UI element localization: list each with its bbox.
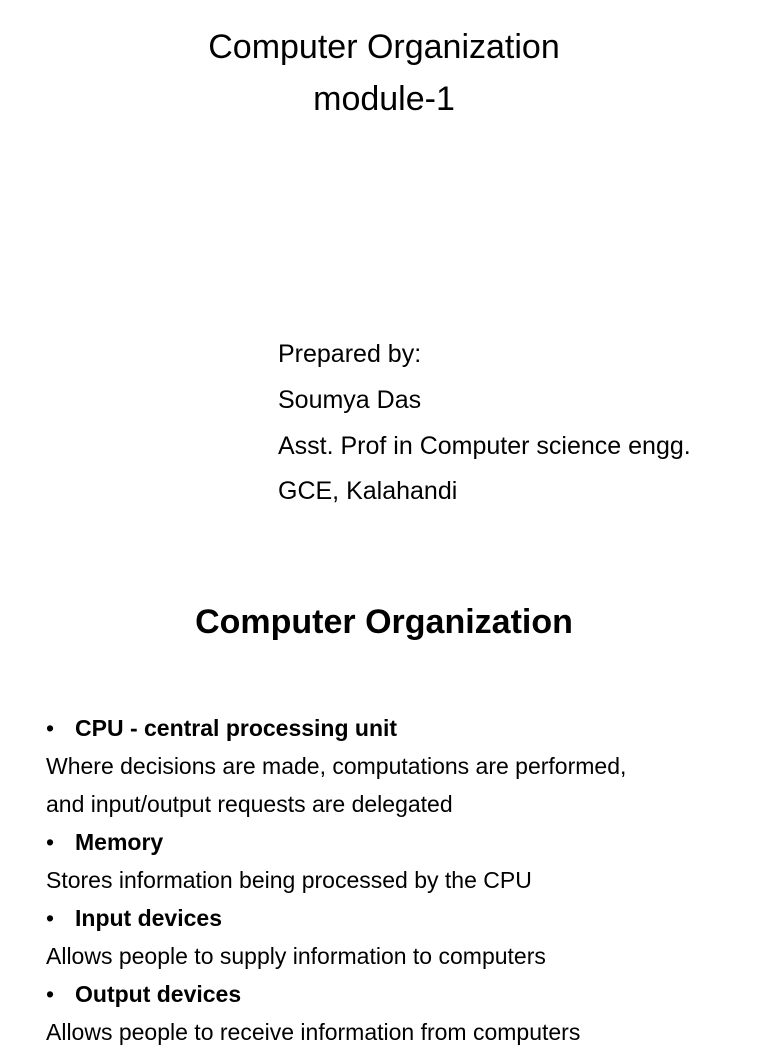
bullet-icon: • xyxy=(46,981,55,1007)
bullet-label: Input devices xyxy=(75,905,222,931)
bullet-label: Output devices xyxy=(75,981,242,1007)
byline-institution: GCE, Kalahandi xyxy=(278,477,458,505)
bullet-item-memory xyxy=(46,828,163,856)
byline-prepared-by: Prepared by: xyxy=(278,340,422,368)
slide-title: Computer Organization xyxy=(195,603,573,641)
bullet-item-cpu xyxy=(46,714,397,742)
content-slide xyxy=(0,560,768,1045)
bullet-label: CPU - central processing unit xyxy=(75,715,398,741)
bullet-description: Allows people to supply information to computers xyxy=(46,943,546,969)
bullet-icon: • xyxy=(46,715,55,741)
bullet-icon: • xyxy=(46,829,55,855)
bullet-description: and input/output requests are delegated xyxy=(46,791,453,817)
bullet-item-input-devices xyxy=(46,904,222,932)
bullet-icon: • xyxy=(46,905,55,931)
bullet-description: Where decisions are made, computations are performed, xyxy=(46,753,627,779)
byline-author-name: Soumya Das xyxy=(278,386,422,414)
bullet-description: Stores information being processed by the CPU xyxy=(46,867,532,893)
byline-author-designation: Asst. Prof in Computer science engg. xyxy=(278,432,691,460)
bullet-label: Memory xyxy=(75,829,164,855)
bullet-description: Allows people to receive information from computers xyxy=(46,1019,581,1045)
bullet-item-output-devices xyxy=(46,980,241,1008)
slide-subtitle: module-1 xyxy=(313,80,455,118)
slide-title: Computer Organization xyxy=(208,28,560,66)
